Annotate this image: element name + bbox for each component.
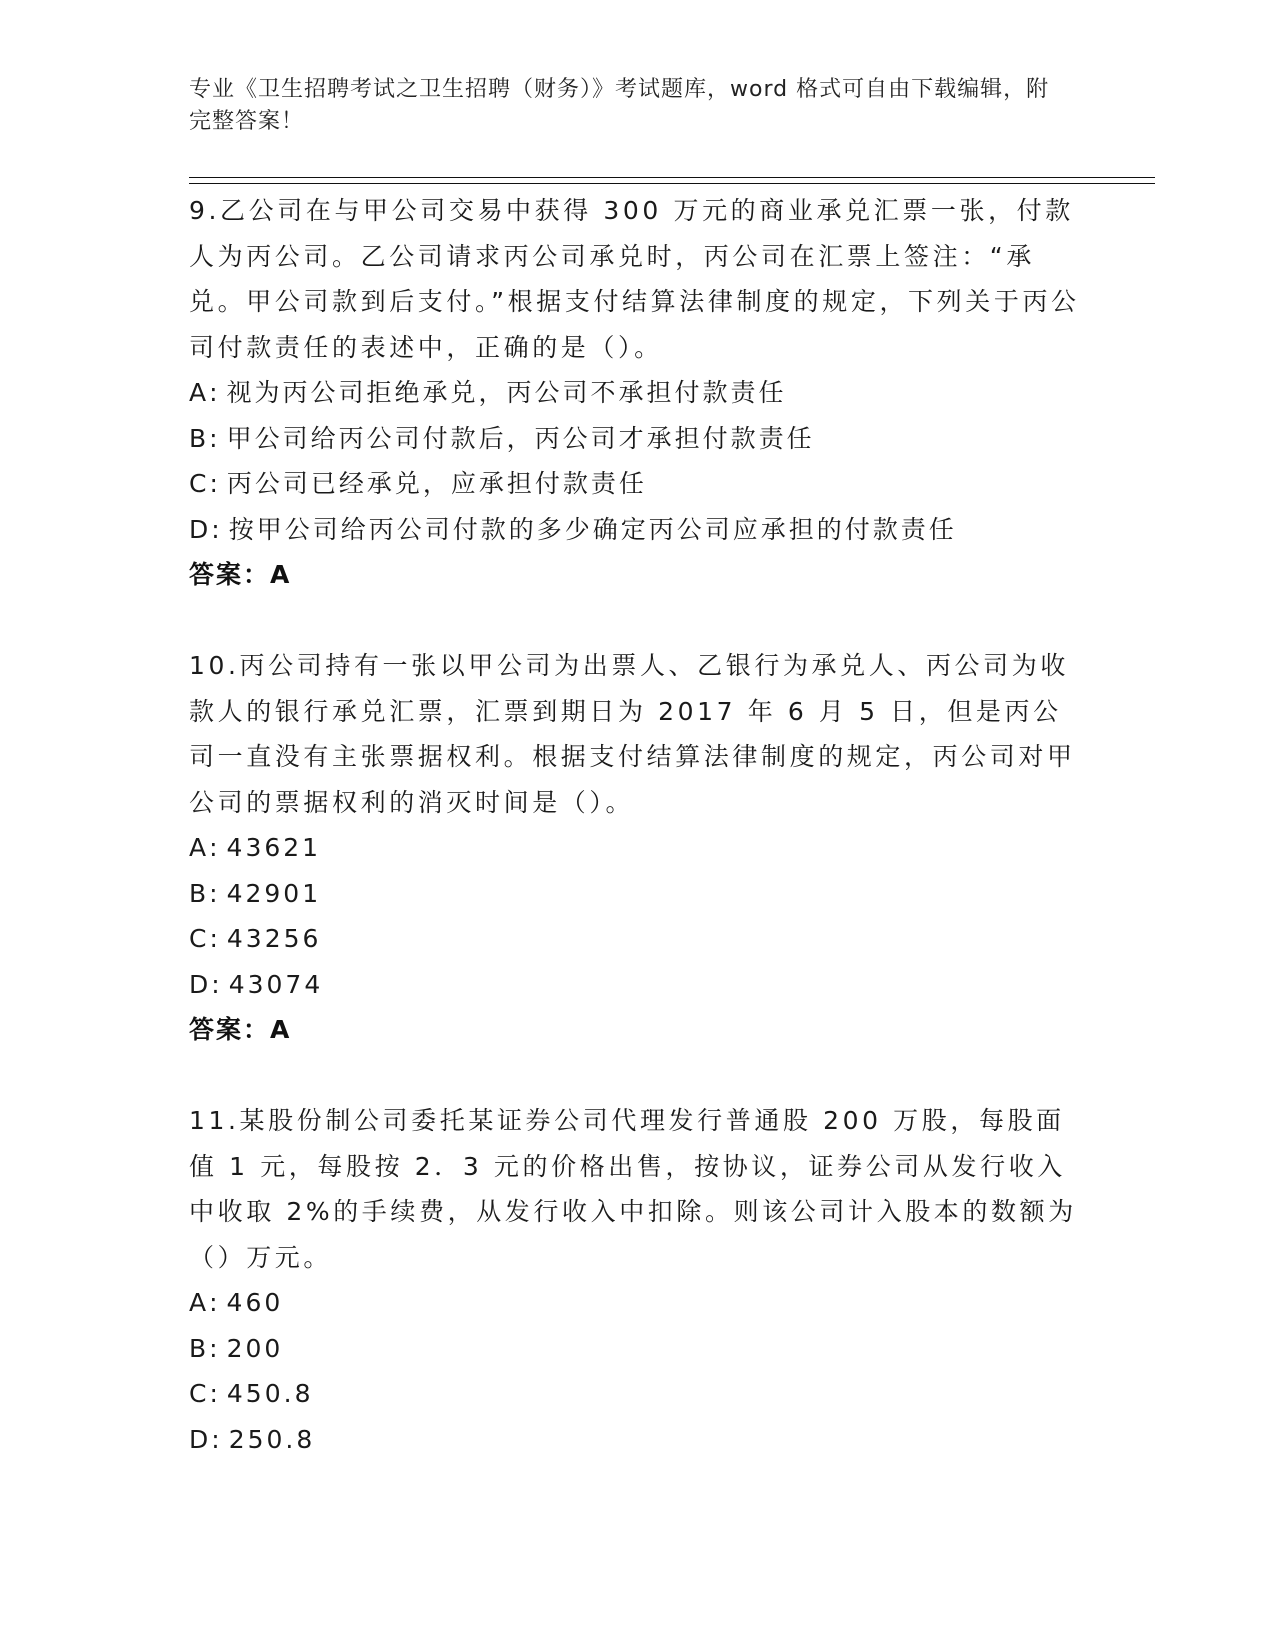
option-a: A: 视为丙公司拒绝承兑，丙公司不承担付款责任: [189, 378, 787, 407]
option-a: A: 460: [189, 1288, 284, 1317]
question-10: [189, 643, 1089, 1053]
question-text: 9.乙公司在与甲公司交易中获得 300 万元的商业承兑汇票一张，付款人为丙公司。乙公司请求丙公司承兑时，丙公司在汇票上签注：“承兑。甲公司款到后支付。”根据支付结算法律制度的规定，下列关于丙公司付款责任的表述中，正确的是（）。: [189, 196, 1080, 362]
header-divider: [189, 177, 1155, 178]
option-d: D: 按甲公司给丙公司付款的多少确定丙公司应承担的付款责任: [189, 514, 957, 544]
option-d: D: 250.8: [189, 1424, 316, 1454]
question-11: [189, 1098, 1089, 1462]
answer: 答案：A: [189, 1015, 292, 1044]
option-c: C: 丙公司已经承兑，应承担付款责任: [189, 469, 647, 498]
document-header: 专业《卫生招聘考试之卫生招聘（财务）》考试题库，word 格式可自由下载编辑，附完整答案！: [189, 77, 1050, 134]
option-d: D: 43074: [189, 969, 324, 999]
question-text: 10.丙公司持有一张以甲公司为出票人、乙银行为承兑人、丙公司为收款人的银行承兑汇票，汇票到期日为 2017 年 6 月 5 日，但是丙公司一直没有主张票据权利。根据支付结算法律制度的规定，丙公司对甲公司的票据权利的消灭时间是（）。: [189, 651, 1076, 817]
option-b: B: 甲公司给丙公司付款后，丙公司才承担付款责任: [189, 423, 815, 453]
header-divider: [189, 183, 1155, 184]
option-b: B: 42901: [189, 878, 322, 908]
option-c: C: 43256: [189, 924, 322, 953]
option-a: A: 43621: [189, 833, 322, 862]
option-c: C: 450.8: [189, 1379, 314, 1408]
question-9: [189, 188, 1089, 598]
option-b: B: 200: [189, 1333, 284, 1363]
question-text: 11.某股份制公司委托某证券公司代理发行普通股 200 万股，每股面值 1 元，每股按 2．3 元的价格出售，按协议，证券公司从发行收入中收取 2%的手续费，从发行收入中扣除。则该公司计入股本的数额为（）万元。: [189, 1106, 1077, 1272]
answer: 答案：A: [189, 560, 292, 589]
